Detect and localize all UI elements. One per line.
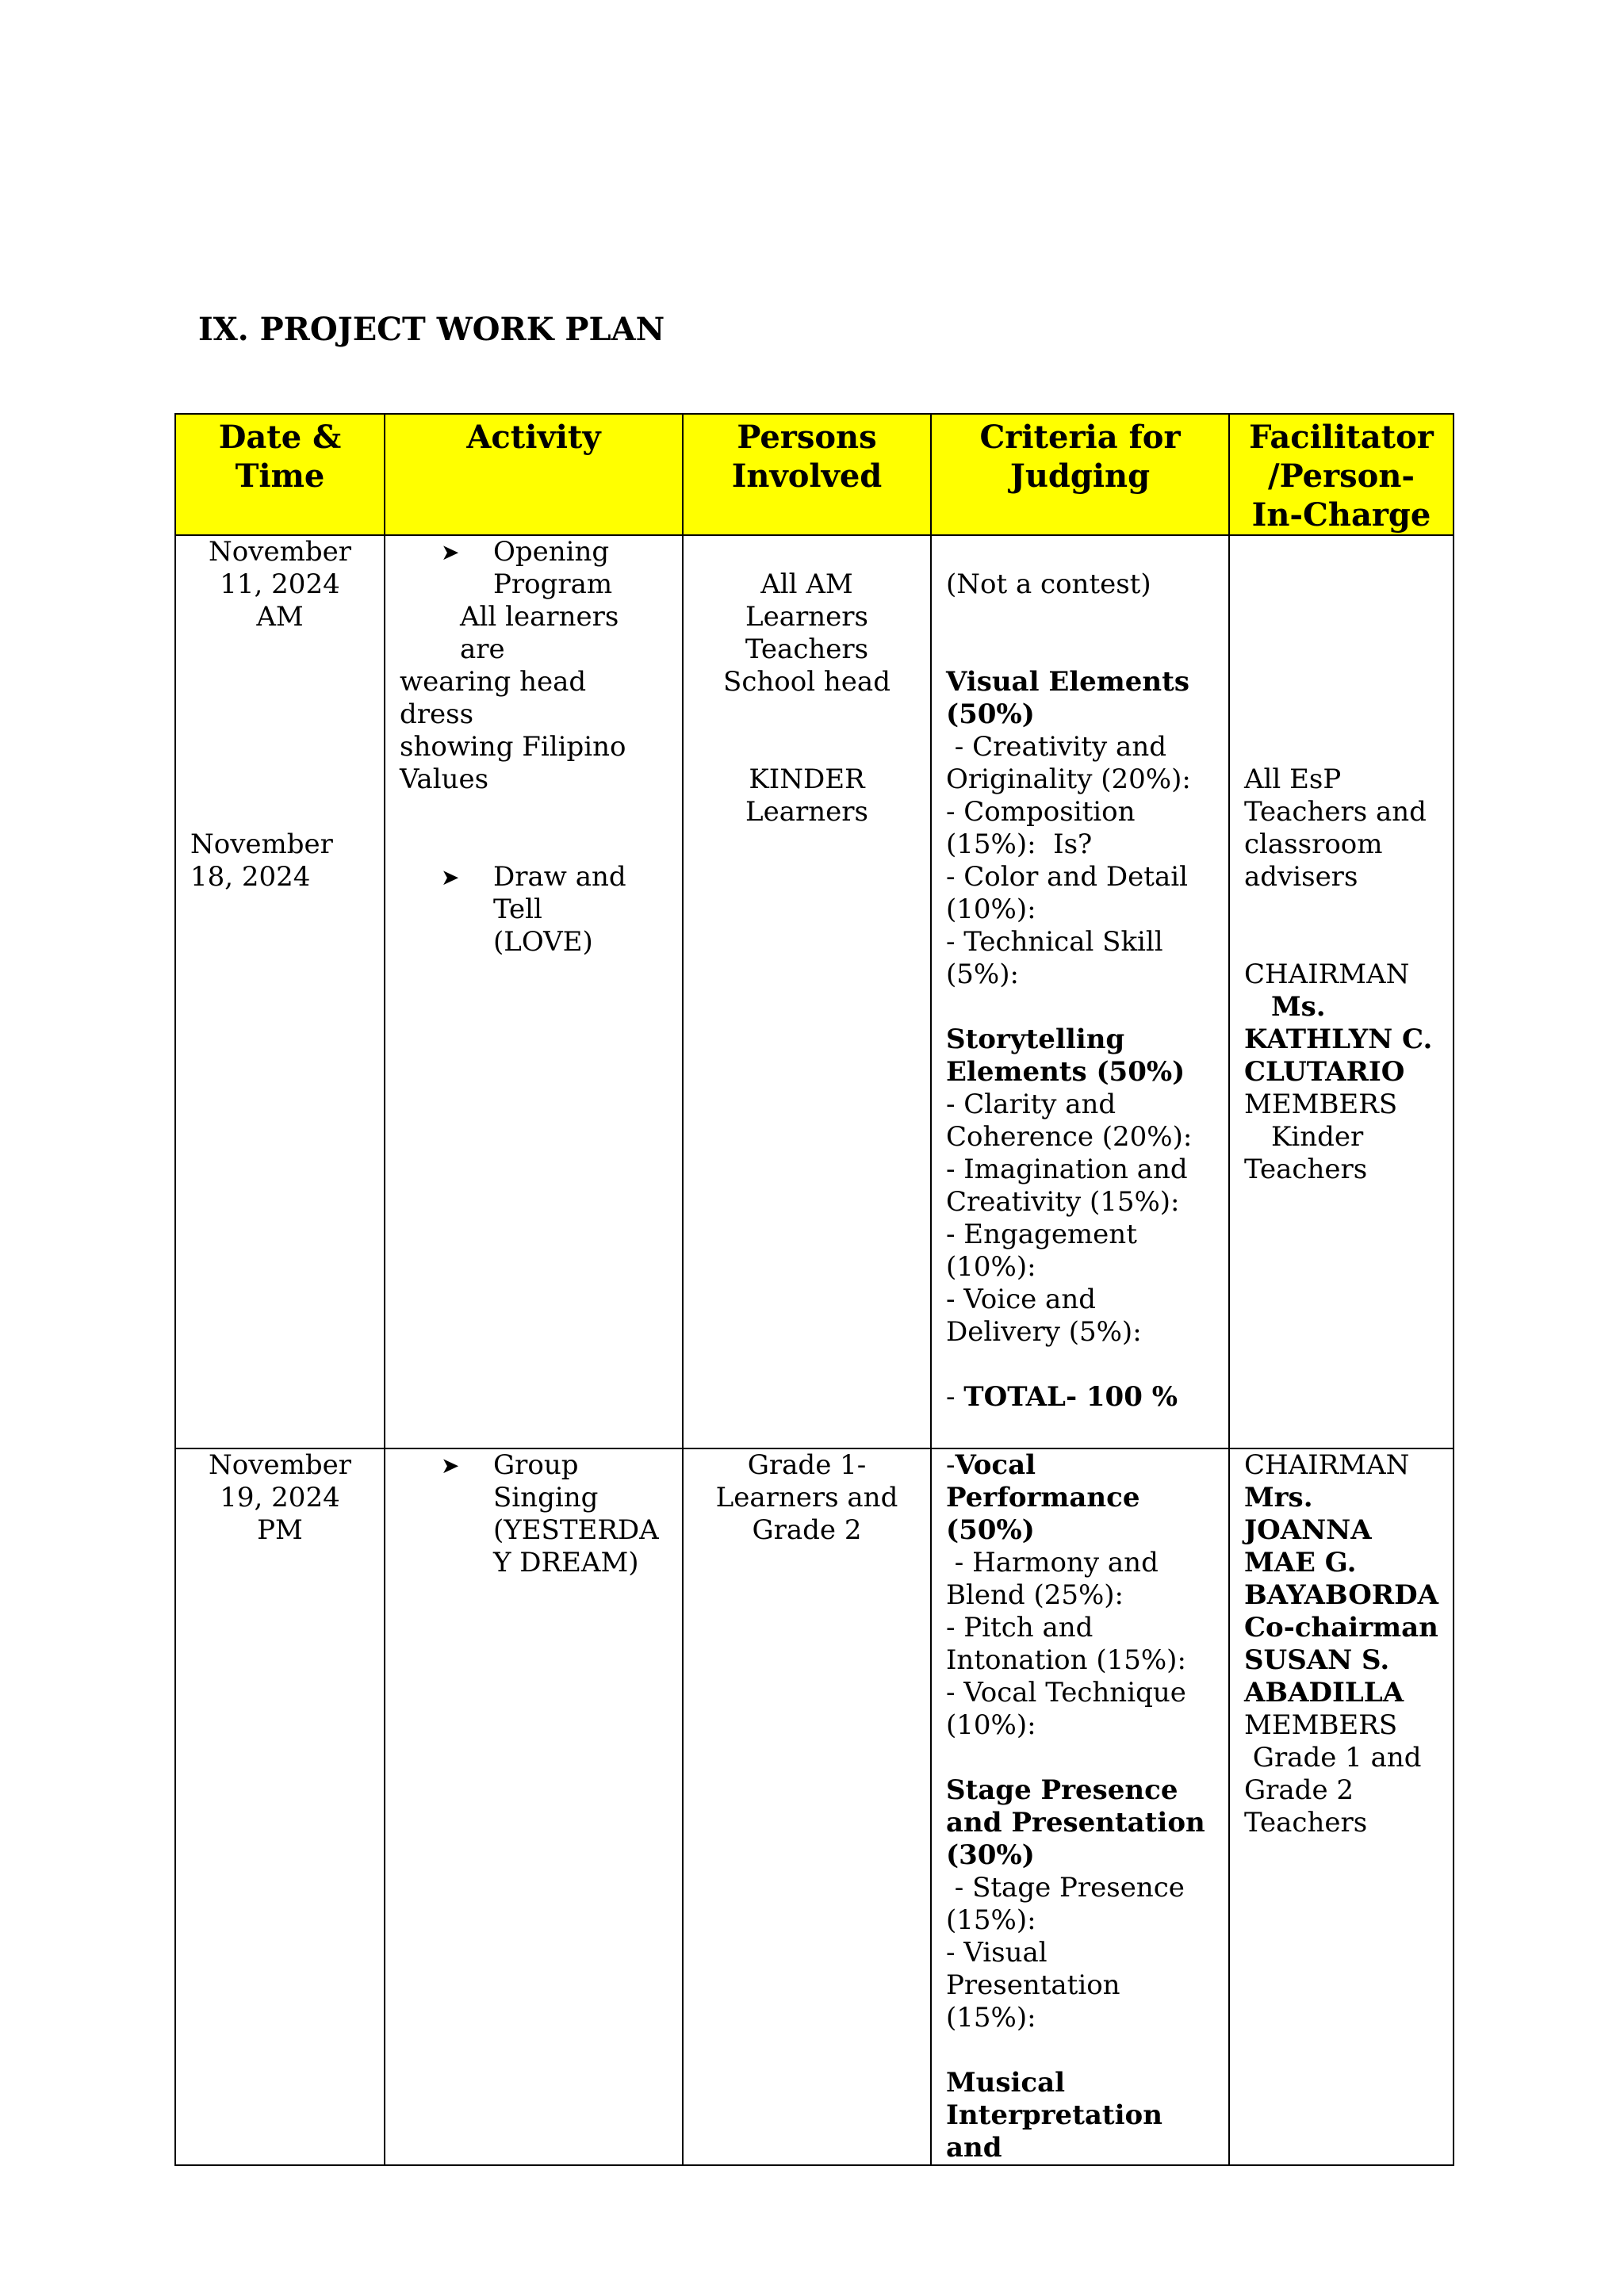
table-header-row (175, 414, 1454, 535)
date-draw-tell: November 18, 2024 (190, 828, 333, 893)
facilitator-cochairman: Co-chairman SUSAN S. ABADILLA (1244, 1612, 1438, 1709)
facilitator-cell (1229, 535, 1454, 1448)
persons-cell (683, 1448, 931, 2165)
facilitator-cell (1229, 1448, 1454, 2165)
criteria-group-stage: Stage Presence and Presentation (30%) - Stage Presence (15%): - Visual Presentation (15%): (946, 1774, 1205, 2034)
date-cell (175, 535, 385, 1448)
persons-draw-tell: KINDER Learners (745, 763, 868, 828)
header-persons-involved: Persons Involved (683, 414, 931, 535)
table-row (175, 535, 1454, 1448)
header-date-time: Date & Time (175, 414, 385, 535)
list-item: ➤ Group Singing (YESTERDA Y DREAM) (441, 1449, 659, 1578)
header-facilitator: Facilitator /Person- In-Charge (1229, 414, 1454, 535)
criteria-group-storytelling: Storytelling Elements (50%) - Clarity and Coherence (20%): - Imagination and Creativity (15%): - Engagement (10%): - Voice and Delivery (5%): (946, 1024, 1193, 1348)
date-group-singing: November 19, 2024 PM (209, 1449, 351, 1546)
header-activity: Activity (385, 414, 683, 535)
activity-description: All learners are wearing head dress showing Filipino Values (400, 601, 626, 795)
date-opening: November 11, 2024 AM (209, 536, 351, 633)
criteria-group-vocal: -Vocal Performance (50%) - Harmony and Blend (25%): - Pitch and Intonation (15%): - Vocal Technique (10%): (946, 1449, 1186, 1741)
persons-group-singing: Grade 1- Learners and Grade 2 (715, 1449, 898, 1546)
facilitator-esp: All EsP Teachers and classroom advisers (1244, 763, 1427, 893)
arrow-bullet-icon: ➤ (441, 1452, 460, 1479)
section-title: IX. PROJECT WORK PLAN (198, 311, 665, 348)
facilitator-members: MEMBERS Grade 1 and Grade 2 Teachers (1244, 1709, 1422, 1839)
list-item: ➤ Opening Program (441, 536, 613, 600)
criteria-group-visual: Visual Elements (50%) - Creativity and Originality (20%): - Composition (15%): Is? - Color and Detail (10%): - Technical Skill (5%): (946, 666, 1191, 990)
arrow-bullet-icon: ➤ (441, 539, 460, 565)
persons-opening: All AM Learners Teachers School head (723, 568, 891, 698)
persons-cell (683, 535, 931, 1448)
project-work-plan-table (174, 413, 1454, 2166)
arrow-bullet-icon: ➤ (441, 864, 460, 890)
date-cell (175, 1448, 385, 2165)
list-item: ➤ Draw and Tell (LOVE) (441, 861, 626, 958)
criteria-note: (Not a contest) (946, 568, 1151, 600)
criteria-cell (931, 1448, 1229, 2165)
activity-cell (385, 1448, 683, 2165)
header-criteria: Criteria for Judging (931, 414, 1229, 535)
activity-cell (385, 535, 683, 1448)
facilitator-chairman: CHAIRMAN Ms. KATHLYN C. CLUTARIO MEMBERS Kinder Teachers (1244, 959, 1433, 1185)
criteria-total: - TOTAL- 100 % (946, 1381, 1178, 1413)
facilitator-chairman: CHAIRMAN Mrs. JOANNA MAE G. BAYABORDA (1244, 1449, 1439, 1611)
table-row (175, 1448, 1454, 2165)
criteria-group-musical: Musical Interpretation and (946, 2067, 1162, 2164)
criteria-cell (931, 535, 1229, 1448)
